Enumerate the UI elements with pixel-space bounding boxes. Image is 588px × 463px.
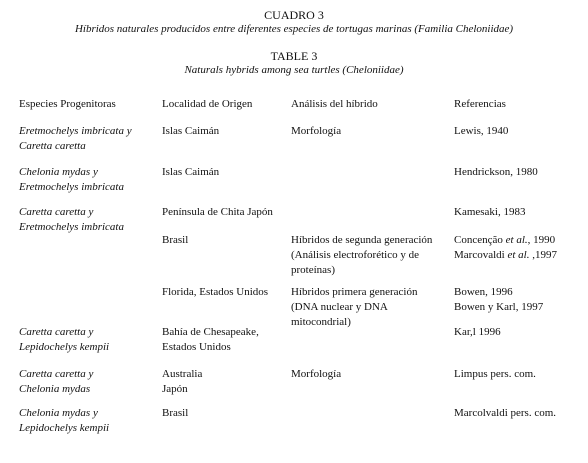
row-1-analysis: Morfología [291,125,342,137]
row-4-locality: Brasil [162,234,189,246]
row-5-analysis [291,285,417,330]
row-2-references: Hendrickson, 1980 [454,166,538,178]
row-4-references [454,233,557,263]
species-line: Lepidochelys kempii [19,341,110,353]
et-al-text: et al. [505,234,528,246]
locality-line: Japón [162,383,188,395]
species-line: Eretmochelys imbricata [19,221,124,233]
reference-line: Marcovaldi et al. ,1997 [454,249,557,261]
species-line: Chelonia mydas [19,383,91,395]
analysis-line: proteínas) [291,264,335,276]
header-locality: Localidad de Origen [162,98,253,110]
reference-line: Bowen y Karl, 1997 [454,301,544,313]
reference-line: Bowen, 1996 [454,286,513,298]
row-1-species [19,124,132,154]
species-line: Eretmochelys imbricata [19,181,124,193]
row-7-locality [162,367,202,397]
row-8-references: Marcolvaldi pers. com. [454,407,557,419]
header-analysis: Análisis del híbrido [291,98,378,110]
species-line: Eretmochelys imbricata y [19,125,132,137]
table-label-english: TABLE 3 [270,49,318,63]
species-line: Chelonia mydas y [19,407,98,419]
table-title-spanish: Híbridos naturales producidos entre diferentes especies de tortugas marinas (Familia Cheloniidae) [74,23,514,35]
analysis-line: mitocondrial) [291,316,351,328]
row-6-references: Kar,l 1996 [454,326,501,338]
row-4-analysis [291,233,432,278]
locality-line: Australia [162,368,203,380]
row-5-locality: Florida, Estados Unidos [162,286,269,298]
row-7-references: Limpus pers. com. [454,368,536,380]
row-7-analysis: Morfología [291,368,342,380]
species-line: Caretta caretta y [19,206,94,218]
row-6-locality [162,325,259,355]
row-1-locality: Islas Caimán [162,125,220,137]
table-title-english: Naturals hybrids among sea turtles (Cheloniidae) [184,64,404,76]
locality-line: Estados Unidos [162,341,231,353]
row-3-references: Kamesaki, 1983 [454,206,526,218]
analysis-line: (Análisis electroforético y de [291,249,419,261]
reference-line: Concenção et al., 1990 [454,234,556,246]
row-2-locality: Islas Caimán [162,166,220,178]
species-line: Lepidochelys kempii [19,422,110,434]
header-species: Especies Progenitoras [19,98,116,110]
analysis-line: Híbridos primera generación [291,286,418,298]
row-3-species [19,205,124,235]
row-5-references [454,285,543,315]
species-line: Chelonia mydas y [19,166,98,178]
species-line: Caretta caretta [19,140,86,152]
et-al-text: et al. [507,249,530,261]
locality-line: Bahía de Chesapeake, [162,326,259,338]
row-2-species [19,165,124,195]
species-line: Caretta caretta y [19,326,94,338]
row-1-references: Lewis, 1940 [454,125,509,137]
row-7-species [19,367,93,397]
analysis-line: (DNA nuclear y DNA [291,301,388,313]
row-8-species [19,406,109,436]
row-8-locality: Brasil [162,407,189,419]
species-line: Caretta caretta y [19,368,94,380]
table-label-spanish: CUADRO 3 [264,8,324,22]
row-3-locality: Península de Chita Japón [162,206,273,218]
analysis-line: Híbridos de segunda generación [291,234,433,246]
row-6-species [19,325,109,355]
header-references: Referencias [454,98,506,110]
